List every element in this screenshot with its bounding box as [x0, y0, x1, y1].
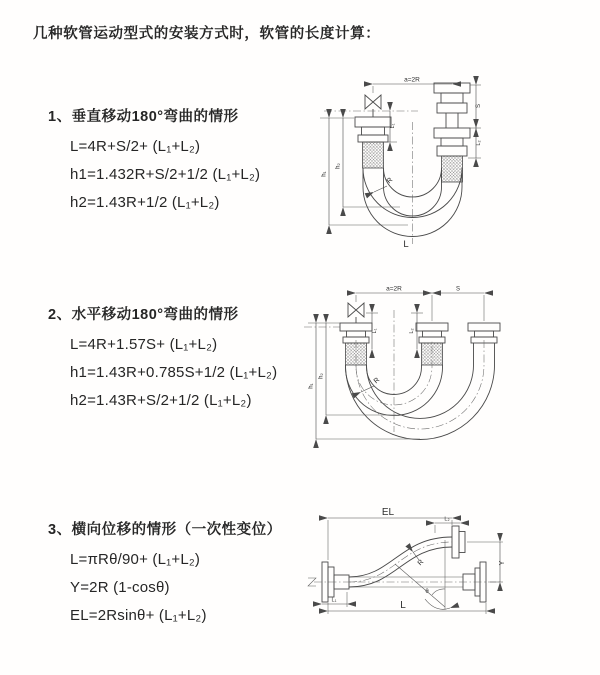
dim-label-l1: L₁	[372, 328, 378, 334]
dim-label-y: Y	[499, 560, 506, 566]
angle-construction	[395, 540, 450, 609]
dim-label-a2r: a=2R	[404, 76, 420, 84]
dim-l1	[322, 592, 347, 607]
formula-line: L=4R+1.57S+ (L₁+L₂)	[70, 336, 218, 353]
formula-line: EL=2Rsinθ+ (L₁+L₂)	[70, 607, 207, 624]
formula-line: Y=2R (1-cosθ)	[70, 579, 170, 596]
formula-line: h1=1.43R+0.785S+1/2 (L₁+L₂)	[70, 364, 278, 381]
dim-label-l-total: L	[403, 239, 409, 250]
formula-list	[70, 551, 282, 624]
dim-label-el: EL	[381, 507, 395, 518]
hose-s-curve	[314, 537, 500, 587]
dim-a2r	[373, 77, 452, 94]
centerlines	[321, 111, 418, 244]
dim-s	[470, 85, 482, 128]
right-flange-assembly	[434, 83, 470, 182]
middle-flange	[416, 323, 448, 365]
section-heading: 2、水平移动180°弯曲的情形	[48, 307, 239, 323]
diagram-horizontal-180-bend	[300, 280, 560, 450]
formula-line: L=4R+S/2+ (L₁+L₂)	[70, 138, 201, 155]
diagram-vertical-180-bend	[300, 70, 500, 260]
dim-label-h2: h₂	[318, 373, 325, 379]
formula-line: h1=1.432R+S/2+1/2 (L₁+L₂)	[70, 166, 261, 183]
dim-label-h1: h₁	[308, 383, 315, 389]
braided-hose-section	[442, 156, 463, 182]
formula-line: h2=1.43R+S/2+1/2 (L₁+L₂)	[70, 392, 252, 409]
page-title: 几种软管运动型式的安装方式时，软管的长度计算：	[33, 26, 381, 42]
dim-label-l1: L₁	[331, 597, 337, 604]
dim-label-r: R	[416, 558, 426, 568]
formula-list	[70, 336, 277, 409]
dim-label-h1: h₁	[321, 171, 328, 177]
dim-y	[467, 542, 506, 582]
dim-label-s: S	[476, 103, 482, 109]
formula-list	[70, 138, 260, 211]
dim-h1	[308, 323, 420, 439]
top-right-flange	[452, 526, 465, 558]
section-horizontal-motion	[48, 303, 277, 420]
braided-hose-section	[363, 142, 384, 168]
dim-label-l1: L₁	[390, 123, 396, 129]
dim-l1	[384, 111, 397, 142]
radius-leader	[374, 177, 394, 192]
dim-label-l2: L₂	[444, 516, 450, 523]
section-vertical-motion	[48, 105, 260, 222]
dim-label-h2: h₂	[335, 163, 342, 169]
valve-icon	[348, 303, 364, 323]
dim-el	[328, 507, 452, 560]
formula-line: h2=1.43R+1/2 (L₁+L₂)	[70, 194, 220, 211]
dim-label-a2r: a=2R	[386, 285, 402, 293]
diagram-lateral-displacement	[300, 496, 590, 651]
dim-a2r	[356, 286, 484, 322]
hose-centerlines	[356, 310, 484, 432]
dim-h1	[320, 118, 408, 225]
section-heading: 3、横向位移的情形（一次性变位）	[48, 522, 282, 538]
left-flange	[355, 117, 391, 168]
hose-u-curves	[346, 343, 495, 440]
dim-label-r: R	[385, 176, 395, 186]
section-heading: 1、垂直移动180°弯曲的情形	[48, 109, 239, 125]
formula-line: L=πRθ/90+ (L₁+L₂)	[70, 551, 201, 568]
radius-leader	[413, 552, 425, 567]
valve-icon	[365, 95, 381, 117]
dim-label-r: R	[372, 376, 382, 386]
dim-label-s: S	[455, 286, 461, 293]
dim-label-l2: L₂	[409, 328, 415, 334]
dim-label-l: L	[400, 600, 406, 611]
dim-l-total	[328, 597, 486, 614]
dim-label-l2: L₂	[476, 140, 482, 146]
dim-l2	[435, 517, 460, 534]
dim-label-theta: θ	[425, 589, 429, 595]
section-lateral-displacement	[48, 518, 282, 635]
